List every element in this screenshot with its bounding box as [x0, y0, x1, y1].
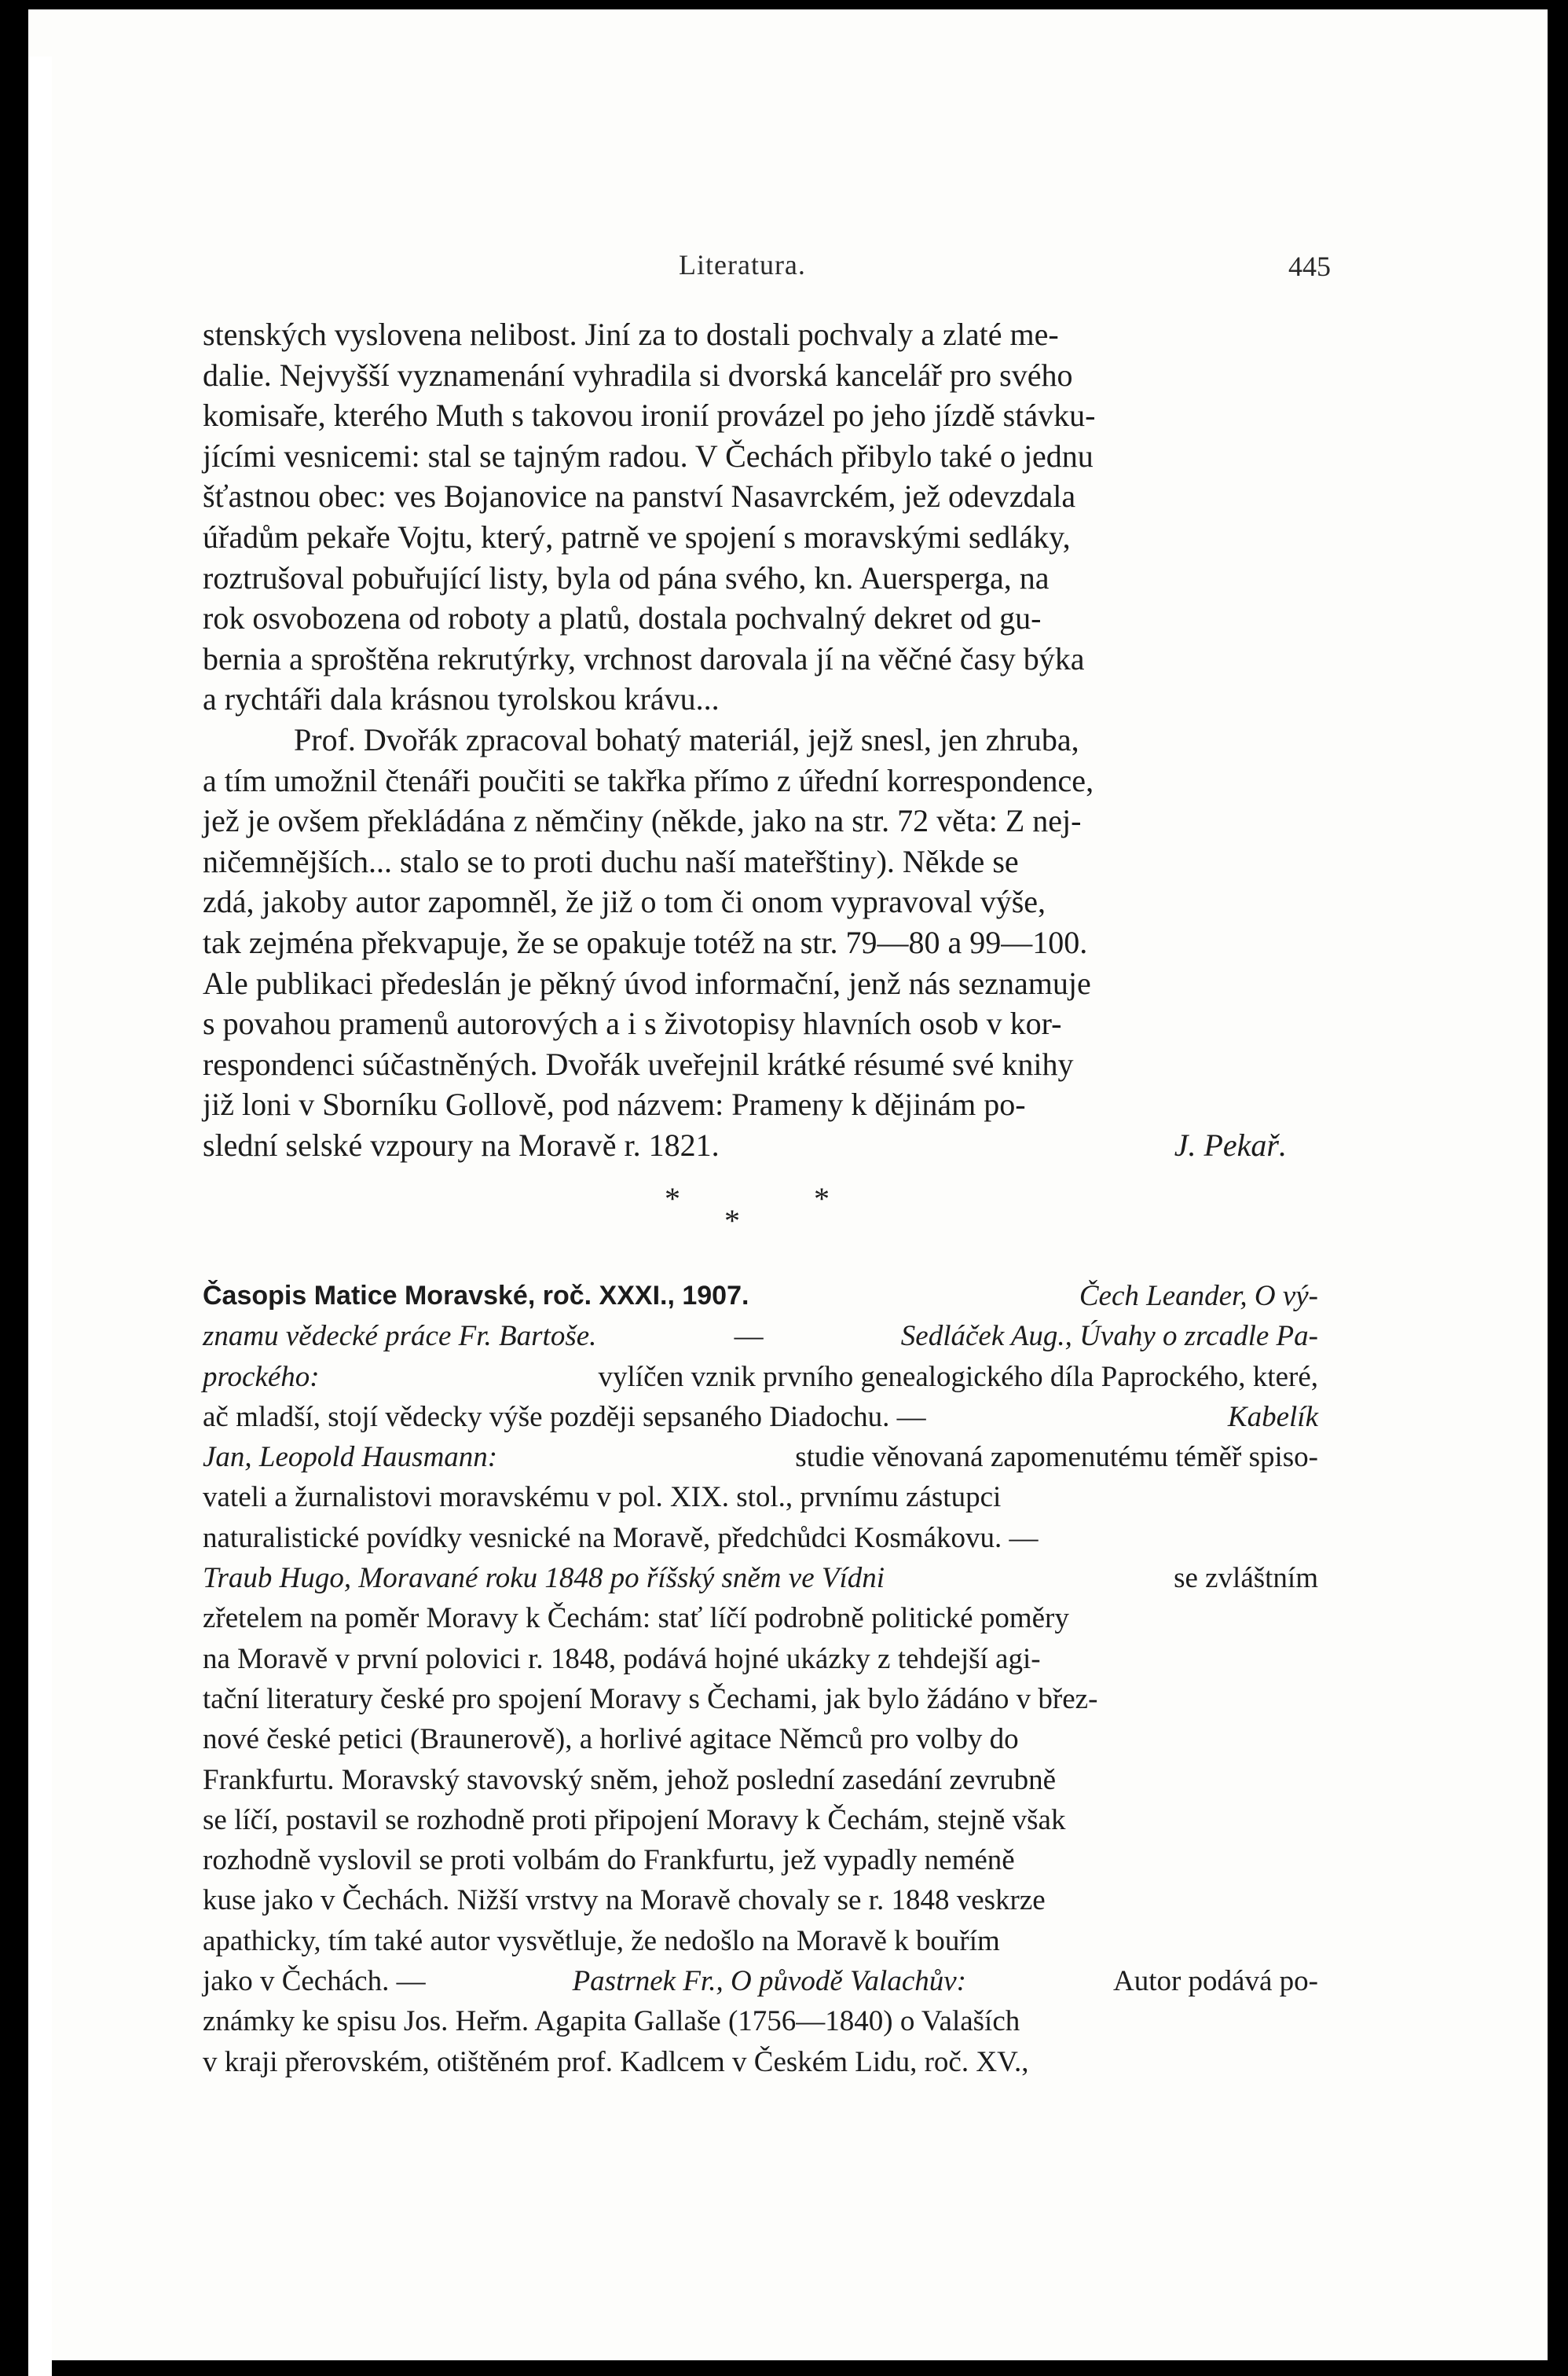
text-line: rok osvobozena od roboty a platů, dostala pochvalný dekret od gu- — [203, 600, 1042, 636]
text-segment: se zvláštním — [1174, 1562, 1318, 1595]
article-title: Jan, Leopold Hausmann: — [203, 1441, 498, 1474]
text-line-last — [203, 1125, 1318, 1166]
text-line: s povahou pramenů autorových a i s životopisy hlavních osob v kor- — [203, 1006, 1062, 1042]
text-line: již loni v Sborníku Gollově, pod názvem: Prameny k dějinám po- — [203, 1087, 1026, 1123]
text-line: a rychtáři dala krásnou tyrolskou krávu... — [203, 681, 720, 717]
journal-line — [203, 1316, 1318, 1356]
journal-line — [203, 1558, 1318, 1598]
text-line: a tím umožnil čtenáři poučiti se takřka přímo z úřední korrespondence, — [203, 762, 1094, 798]
journal-line: na Moravě v první polovici r. 1848, podává hojné ukázky z tehdejší agi- — [203, 1642, 1041, 1675]
section-separator — [649, 1180, 853, 1243]
asterisk-mark: * — [814, 1181, 830, 1216]
text-line: Prof. Dvořák zpracoval bohatý materiál, jejž snesl, jen zhruba, — [294, 721, 1079, 757]
article-title: prockého: — [203, 1360, 320, 1393]
text-segment: vylíčen vznik prvního genealogického díla Paprockého, které, — [598, 1360, 1318, 1393]
review-text — [203, 314, 1318, 1165]
text-segment: jako v Čechách. — — [203, 1965, 426, 1998]
text-line: jež je ovšem překládána z němčiny (někde, jako na str. 72 věta: Z nej- — [203, 803, 1082, 839]
running-header — [200, 236, 1331, 283]
journal-line: naturalistické povídky vesnické na Moravě, předchůdci Kosmákovu. — — [203, 1521, 1039, 1554]
journal-line: rozhodně vyslovil se proti volbám do Frankfurtu, jež vypadly neméně — [203, 1844, 1015, 1877]
article-author-title: Čech Leander, O vý- — [1079, 1280, 1318, 1312]
text-segment: Autor podává po- — [1112, 1965, 1318, 1998]
journal-line: v kraji přerovském, otištěném prof. Kadlcem v Českém Lidu, roč. XV., — [203, 2045, 1029, 2078]
journal-title: Časopis Matice Moravské, roč. XXXI., 1907. — [203, 1281, 749, 1311]
text-line: komisaře, kterého Muth s takovou ironií provázel po jeho jízdě stávku- — [203, 398, 1096, 434]
text-line: tak zejména překvapuje, že se opakuje totéž na str. 79—80 a 99—100. — [203, 924, 1088, 960]
asterisk-mark: * — [665, 1181, 680, 1216]
journal-line — [203, 1397, 1318, 1437]
journal-line: se líčí, postavil se rozhodně proti připojení Moravy k Čechám, stejně však — [203, 1803, 1066, 1836]
page-sheet — [28, 9, 1548, 2360]
text-segment: studie věnovaná zapomenutému téměř spiso- — [795, 1441, 1318, 1474]
text-line: roztrušoval pobuřující listy, byla od pána svého, kn. Auersperga, na — [203, 559, 1050, 596]
journal-line — [203, 1357, 1318, 1397]
article-author: Kabelík — [1227, 1400, 1318, 1433]
journal-line: kuse jako v Čechách. Nižší vrstvy na Moravě chovaly se r. 1848 veskrze — [203, 1884, 1046, 1917]
text-line: stenských vyslovena nelibost. Jiní za to dostali pochvaly a zlaté me- — [203, 317, 1059, 352]
journal-line: apathicky, tím také autor vysvětluje, že nedošlo na Moravě k bouřím — [203, 1924, 1000, 1957]
journal-line: zřetelem na poměr Moravy k Čechám: stať líčí podrobně politické poměry — [203, 1602, 1069, 1635]
article-author-title: Pastrnek Fr., O původě Valachův: — [572, 1965, 966, 1998]
article-title: znamu vědecké práce Fr. Bartoše. — [203, 1320, 597, 1353]
scan-margin-strip — [28, 57, 52, 2376]
author-signature: J. Pekař. — [1174, 1127, 1287, 1163]
article-author-title: Traub Hugo, Moravané roku 1848 po říšský sněm ve Vídni — [203, 1562, 885, 1595]
text-line: ničemnějších... stalo se to proti duchu naší mateřštiny). Někde se — [203, 843, 1019, 879]
text-line: dalie. Nejvyšší vyznamenání vyhradila si dvorská kancelář pro svého — [203, 357, 1073, 393]
text-segment: ač mladší, stojí vědecky výše později sepsaného Diadochu. — — [203, 1400, 926, 1433]
journal-line — [203, 1437, 1318, 1477]
text-line-content: slední selské vzpoury na Moravě r. 1821. — [203, 1127, 720, 1163]
text-line: respondenci súčastněných. Dvořák uveřejnil krátké résumé své knihy — [203, 1046, 1074, 1082]
dash: — — [734, 1320, 764, 1353]
text-line: zdá, jakoby autor zapomněl, že již o tom či onom vypravoval výše, — [203, 884, 1046, 920]
journal-review — [203, 1276, 1318, 2082]
page-number: 445 — [1288, 251, 1331, 282]
text-line: šťastnou obec: ves Bojanovice na panství Nasavrckém, jež odevzdala — [203, 478, 1076, 515]
journal-line — [203, 1276, 1318, 1316]
article-author-title: Sedláček Aug., Úvahy o zrcadle Pa- — [900, 1320, 1318, 1353]
running-title: Literatura. — [679, 249, 806, 280]
journal-line — [203, 1961, 1318, 2001]
text-line: bernia a sproštěna rekrutýrky, vrchnost darovala jí na věčné časy býka — [203, 640, 1085, 676]
journal-line: vateli a žurnalistovi moravskému v pol. XIX. stol., prvnímu zástupci — [203, 1481, 1002, 1514]
text-line: úřadům pekaře Vojtu, který, patrně ve spojení s moravskými sedláky, — [203, 519, 1071, 555]
journal-line: známky ke spisu Jos. Heřm. Agapita Gallaše (1756—1840) o Valaších — [203, 2005, 1020, 2038]
text-line: jícími vesnicemi: stal se tajným radou. V Čechách přibylo také o jednu — [203, 438, 1094, 474]
text-line: Ale publikaci předeslán je pěkný úvod informační, jenž nás seznamuje — [203, 965, 1091, 1001]
journal-line: Frankfurtu. Moravský stavovský sněm, jehož poslední zasedání zevrubně — [203, 1763, 1057, 1796]
journal-line: nové české petici (Braunerově), a horlivé agitace Němců pro volby do — [203, 1723, 1019, 1756]
asterisk-mark: * — [724, 1203, 740, 1238]
journal-line: tační literatury české pro spojení Moravy s Čechami, jak bylo žádáno v břez- — [203, 1682, 1098, 1715]
